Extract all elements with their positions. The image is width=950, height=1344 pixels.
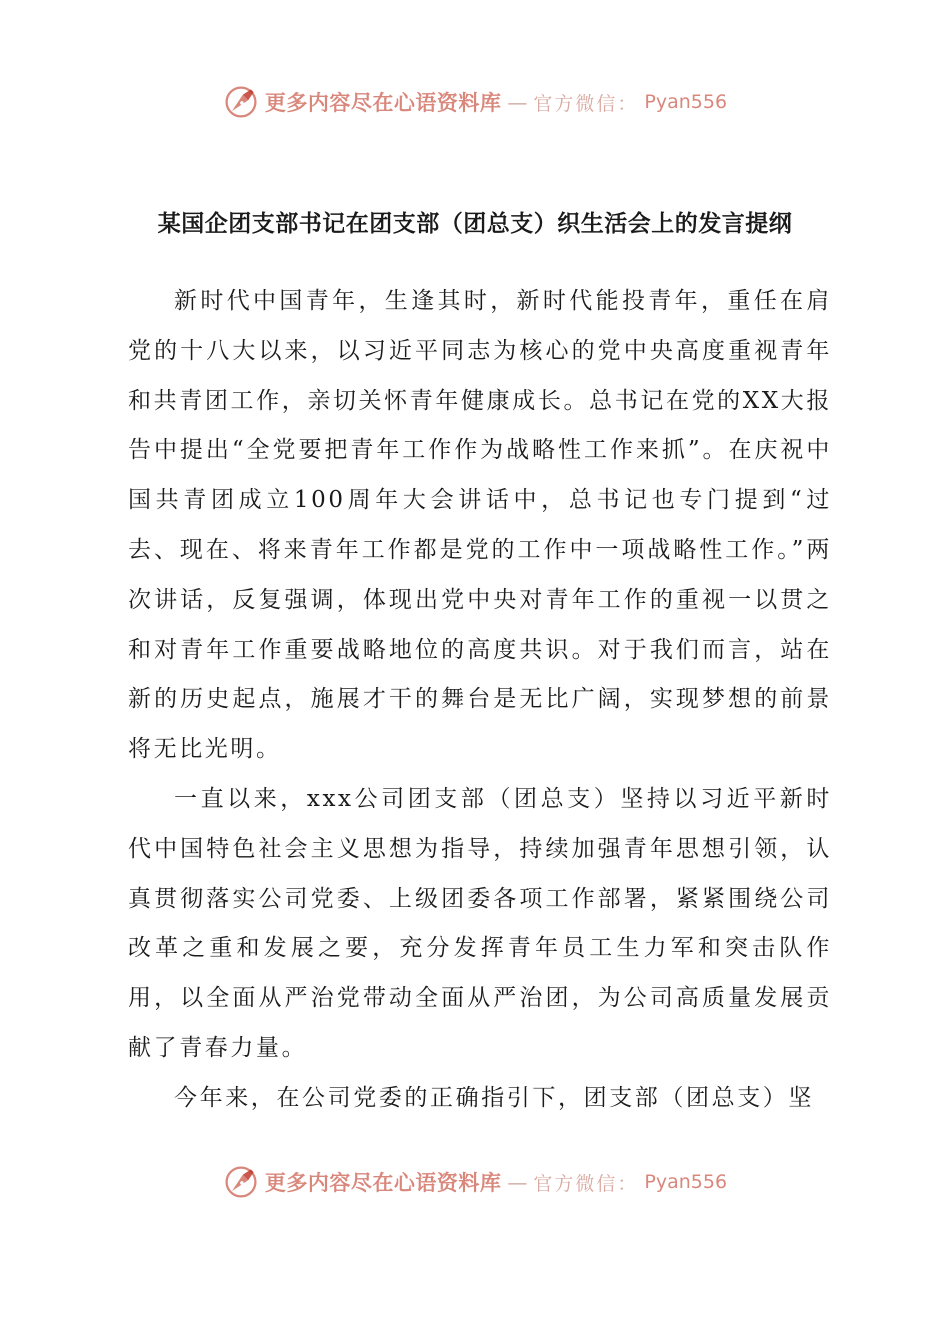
banner-separator: — — [507, 1170, 528, 1194]
pen-nib-logo-icon — [223, 1164, 259, 1200]
banner-wechat-id: Pyan556 — [644, 91, 728, 113]
banner-wechat-label: 官方微信： — [533, 92, 639, 115]
body-paragraph: 一直以来，xxx公司团支部（团总支）坚持以习近平新时代中国特色社会主义思想为指导，持续加强青年思想引领，认真贯彻落实公司党委、上级团委各项工作部署，紧紧围绕公司改革之重和发展之要，充分发挥青年员工生力军和突击队作用，以全面从严治党带动全面从严治团，为公司高质量发展贡献了青春力量。 — [128, 785, 832, 1061]
header-watermark-banner — [0, 82, 950, 122]
document-body — [128, 277, 832, 1124]
banner-brand-text: 更多内容尽在心语资料库 — [264, 90, 502, 115]
banner-wechat-label: 官方微信： — [533, 1172, 639, 1195]
banner-wechat-id: Pyan556 — [644, 1171, 728, 1193]
document-title: 某国企团支部书记在团支部（团总支）织生活会上的发言提纲 — [157, 210, 793, 237]
footer-watermark-banner — [0, 1162, 950, 1202]
body-paragraph: 新时代中国青年，生逢其时，新时代能投青年，重任在肩党的十八大以来，以习近平同志为核心的党中央高度重视青年和共青团工作，亲切关怀青年健康成长。总书记在党的XX大报告中提出“全党要把青年工作作为战略性工作来抓”。在庆祝中国共青团成立100周年大会讲话中，总书记也专门提到“过去、现在、将来青年工作都是党的工作中一项战略性工作。”两次讲话，反复强调，体现出党中央对青年工作的重视一以贯之和对青年工作重要战略地位的高度共识。对于我们而言，站在新的历史起点，施展才干的舞台是无比广阔，实现梦想的前景将无比光明。 — [128, 288, 832, 763]
banner-brand-text: 更多内容尽在心语资料库 — [264, 1170, 502, 1195]
banner-separator: — — [507, 90, 528, 114]
pen-nib-logo-icon — [223, 84, 259, 120]
body-paragraph: 今年来，在公司党委的正确指引下，团支部（团总支）坚 — [174, 1084, 814, 1111]
